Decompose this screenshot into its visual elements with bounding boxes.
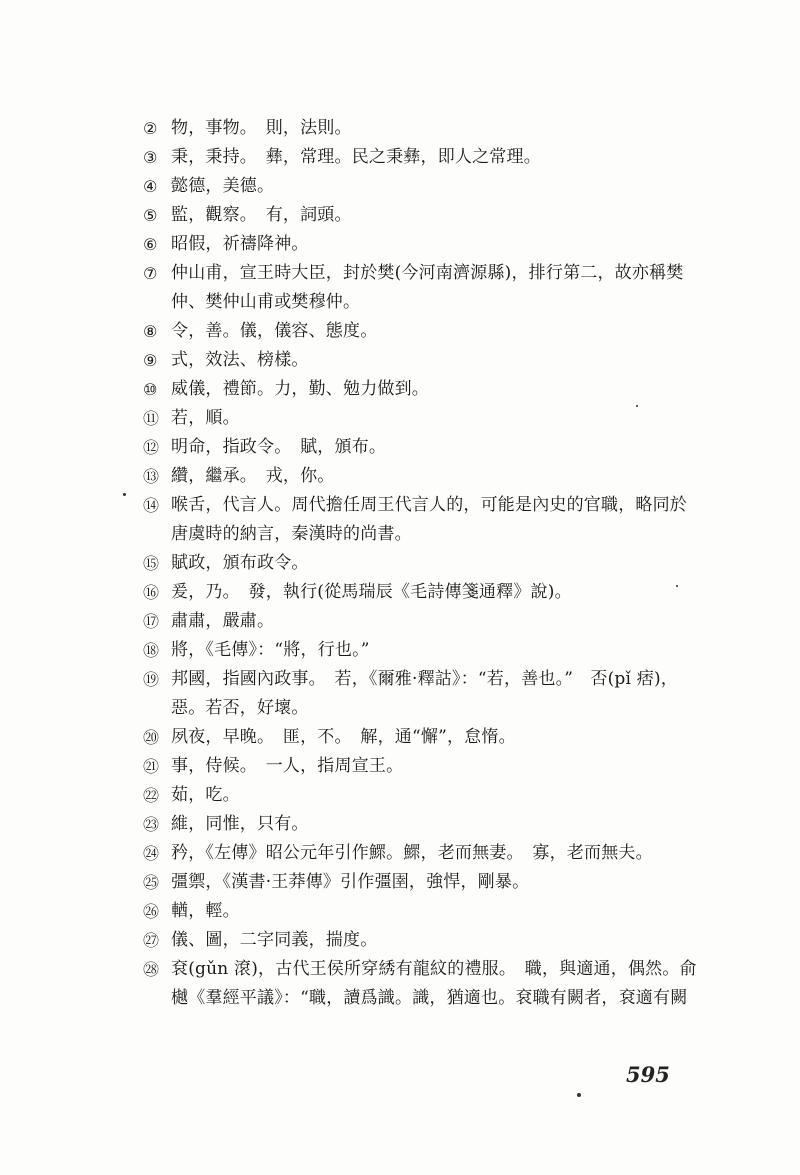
note-14: [143, 491, 703, 549]
note-number: ㉘: [143, 960, 160, 979]
note-4: [143, 172, 703, 201]
note-number: ⑨: [143, 351, 158, 370]
annotation-list: [143, 114, 703, 1013]
note-12: [143, 433, 703, 462]
note-number: ㉗: [143, 931, 160, 950]
note-26: [143, 897, 703, 926]
note-number: ⑥: [143, 235, 158, 254]
note-8: [143, 317, 703, 346]
note-text: 彊禦，《漢書·王莽傳》引作彊圉，強悍，剛暴。: [171, 872, 530, 892]
note-3: [143, 143, 703, 172]
note-number: ㉔: [143, 844, 160, 863]
note-number: ㉖: [143, 902, 160, 921]
note-number: ⑰: [143, 612, 160, 631]
note-27: [143, 926, 703, 955]
note-6: [143, 230, 703, 259]
note-13: [143, 462, 703, 491]
note-number: ㉕: [143, 873, 160, 892]
note-number: ⑦: [143, 264, 158, 283]
note-16: [143, 578, 703, 607]
note-text: 賦政，頒布政令。: [171, 553, 309, 573]
note-text: 袞(gǔn 滾)，古代王侯所穿綉有龍紋的禮服。 職，與適通，偶然。俞樾《羣經平議》：“職，讀爲識。識，猶適也。袞職有闕者，袞適有闕: [171, 959, 697, 1008]
note-number: ⑪: [143, 409, 160, 428]
note-text: 儀、圖，二字同義，揣度。: [171, 930, 378, 950]
note-text: 事，侍候。 一人，指周宣王。: [171, 756, 404, 776]
note-9: [143, 346, 703, 375]
note-text: 仲山甫，宣王時大臣，封於樊(今河南濟源縣)，排行第二，故亦稱樊仲、樊仲山甫或樊穆仲。: [171, 263, 684, 312]
note-text: 威儀，禮節。力，勤、勉力做到。: [171, 379, 429, 399]
note-text: 將，《毛傳》：“將，行也。”: [171, 640, 370, 660]
note-text: 夙夜，早晚。 匪，不。 解，通“懈”，怠惰。: [171, 727, 516, 747]
page-number: 595: [626, 1062, 670, 1087]
note-23: [143, 810, 703, 839]
note-10: [143, 375, 703, 404]
note-21: [143, 752, 703, 781]
note-11: [143, 404, 703, 433]
note-number: ⑲: [143, 670, 160, 689]
scan-speck: [577, 1093, 581, 1097]
scan-speck: [123, 493, 126, 496]
note-text: 矜，《左傳》昭公元年引作鰥。鰥，老而無妻。 寡，老而無夫。: [171, 843, 653, 863]
note-18: [143, 636, 703, 665]
note-text: 監，觀察。 有，詞頭。: [171, 205, 352, 225]
note-number: ㉑: [143, 757, 160, 776]
note-number: ③: [143, 148, 158, 167]
note-text: 維，同惟，只有。: [171, 814, 309, 834]
scan-speck: [676, 585, 678, 587]
note-20: [143, 723, 703, 752]
note-7: [143, 259, 703, 317]
note-text: 物，事物。 則，法則。: [171, 118, 352, 138]
note-number: ⑱: [143, 641, 160, 660]
note-25: [143, 868, 703, 897]
note-number: ⑤: [143, 206, 158, 225]
note-15: [143, 549, 703, 578]
note-number: ⑮: [143, 554, 160, 573]
note-2: [143, 114, 703, 143]
note-number: ⑬: [143, 467, 160, 486]
note-17: [143, 607, 703, 636]
note-5: [143, 201, 703, 230]
note-number: ⑯: [143, 583, 160, 602]
note-24: [143, 839, 703, 868]
note-number: ㉓: [143, 815, 160, 834]
note-number: ㉒: [143, 786, 160, 805]
note-number: ④: [143, 177, 158, 196]
note-number: ⑧: [143, 322, 158, 341]
note-text: 若，順。: [171, 408, 240, 428]
note-number: ⑫: [143, 438, 160, 457]
note-28: [143, 955, 703, 1013]
note-text: 式，效法、榜樣。: [171, 350, 309, 370]
note-text: 纘，繼承。 戎，你。: [171, 466, 335, 486]
note-number: ⑳: [143, 728, 160, 747]
note-number: ②: [143, 119, 158, 138]
note-text: 茹，吃。: [171, 785, 240, 805]
note-text: 喉舌，代言人。周代擔任周王代言人的，可能是內史的官職，略同於唐虞時的納言，秦漢時的尚書。: [171, 495, 687, 544]
scan-speck: [636, 405, 638, 407]
note-number: ⑩: [143, 380, 158, 399]
note-text: 肅肅，嚴肅。: [171, 611, 275, 631]
note-19: [143, 665, 703, 723]
note-text: 爰，乃。 發，執行(從馬瑞辰《毛詩傳箋通釋》說)。: [171, 582, 572, 602]
note-text: 明命，指政令。 賦，頒布。: [171, 437, 387, 457]
note-text: 昭假，祈禱降神。: [171, 234, 309, 254]
note-text: 邦國，指國內政事。 若，《爾雅·釋詁》：“若，善也。” 否(pǐ 痞)，惡。若否，好壞。: [171, 669, 678, 718]
note-text: 輶，輕。: [171, 901, 240, 921]
note-text: 秉，秉持。 彝，常理。民之秉彝，即人之常理。: [171, 147, 541, 167]
note-number: ⑭: [143, 496, 160, 515]
note-22: [143, 781, 703, 810]
note-text: 令，善。儀，儀容、態度。: [171, 321, 378, 341]
note-text: 懿德，美德。: [171, 176, 275, 196]
